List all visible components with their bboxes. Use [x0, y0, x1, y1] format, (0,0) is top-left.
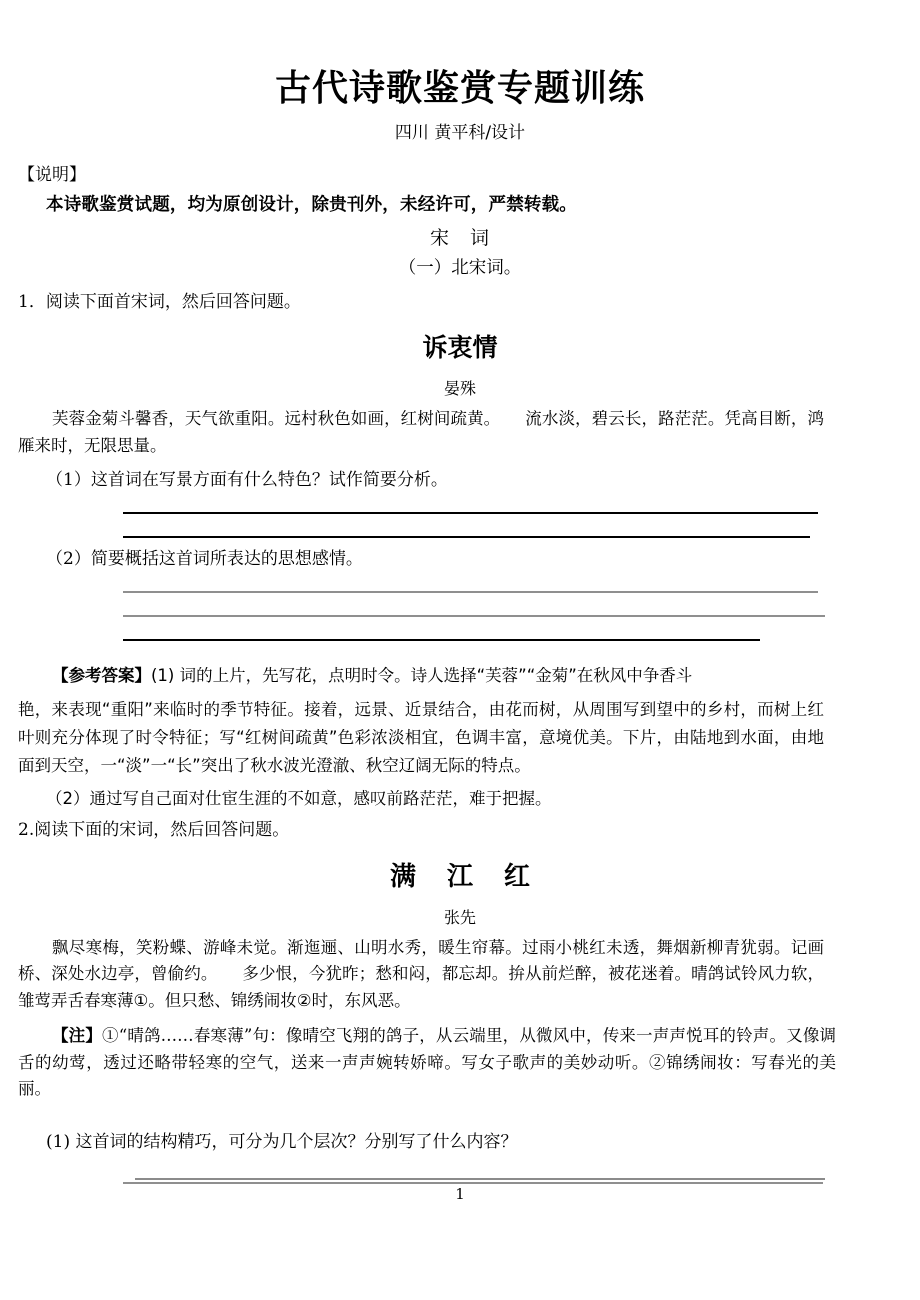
item2-poem-author: 张先: [443, 907, 476, 927]
answer-label: 【参考答案】: [52, 666, 151, 686]
item1-poem-title: 诉衷情: [422, 332, 498, 362]
page-number: 1: [455, 1185, 465, 1203]
section-heading: 宋 词: [429, 226, 490, 249]
answer-line[interactable]: [123, 591, 818, 593]
item1-poem-author: 晏殊: [443, 378, 476, 398]
footer-divider: [135, 1178, 825, 1180]
item1-lead: 1．阅读下面首宋词，然后回答问题。: [18, 291, 301, 312]
notes-body: ①“晴鸽……春寒薄”句：像晴空飞翔的鸽子，从云端里，从微风中，传来一声声悦耳的铃声。又像调舌的幼莺，透过还略带轻寒的空气，送来一声声婉转娇啼。写女子歌声的美妙动听。②锦绣闹妆：写春光的美丽。: [18, 1025, 836, 1099]
notice-body: 本诗歌鉴赏试题，均为原创设计，除贵刊外，未经许可，严禁转载。: [46, 194, 577, 215]
item1-answer-1-body: 艳，来表现“重阳”来临时的季节特征。接着，远景、近景结合，由花而树，从周围写到望中的乡村，而树上红叶则充分体现了时令特征；写“红树间疏黄”色彩浓淡相宜，色调丰富，意境优美。下片，由陆地到水面，由地面到天空，一“淡”一“长”突出了秋水波光澄澈、秋空辽阔无际的特点。: [18, 699, 824, 776]
item2-question-1: (1) 这首词的结构精巧，可分为几个层次？分别写了什么内容？: [46, 1132, 518, 1153]
page-title: 古代诗歌鉴赏专题训练: [274, 67, 645, 109]
answer-line[interactable]: [123, 512, 818, 514]
item2-notes: [0, 1015, 920, 1103]
item1-question-2: （2）简要概括这首词所表达的思想感情。: [46, 549, 363, 570]
item1-answer-2: （2）通过写自己面对仕宦生涯的不如意，感叹前路茫茫，难于把握。: [46, 788, 552, 808]
item2-poem-title: 满 江 红: [389, 861, 542, 892]
document-byline: 四川 黄平科/设计: [394, 123, 526, 144]
item1-answer-heading: [0, 641, 920, 689]
item2-lead: 2.阅读下面的宋词，然后回答问题。: [18, 819, 290, 840]
answer-line[interactable]: [123, 615, 825, 617]
notes-label: 【注】: [52, 1025, 103, 1045]
item1-poem-body: 芙蓉金菊斗馨香，天气欲重阳。远村秋色如画，红树间疏黄。 流水淡，碧云长，路茫茫。凭高目断，鸿雁来时，无限思量。: [18, 408, 824, 455]
answer-1-head: (1) 词的上片，先写花，点明时令。诗人选择“芙蓉”“金菊”在秋风中争香斗: [151, 666, 693, 686]
answer-line[interactable]: [123, 1182, 823, 1184]
item2-poem-body: 飘尽寒梅，笑粉蝶、游峰未觉。渐迤逦、山明水秀，暖生帘幕。过雨小桃红未透，舞烟新柳青犹弱。记画桥、深处水边亭，曾偷约。 多少恨，今犹昨；愁和闷，都忘却。拚从前烂醉，被花迷着。晴鸽试铃风力软，雏莺弄舌春寒薄①。但只愁、锦绣闹妆②时，东风恶。: [18, 937, 824, 1011]
notice-heading: 【说明】: [18, 164, 86, 185]
item1-question-1: （1）这首词在写景方面有什么特色？试作简要分析。: [46, 470, 448, 491]
section-subheading: （一）北宋词。: [398, 257, 522, 278]
